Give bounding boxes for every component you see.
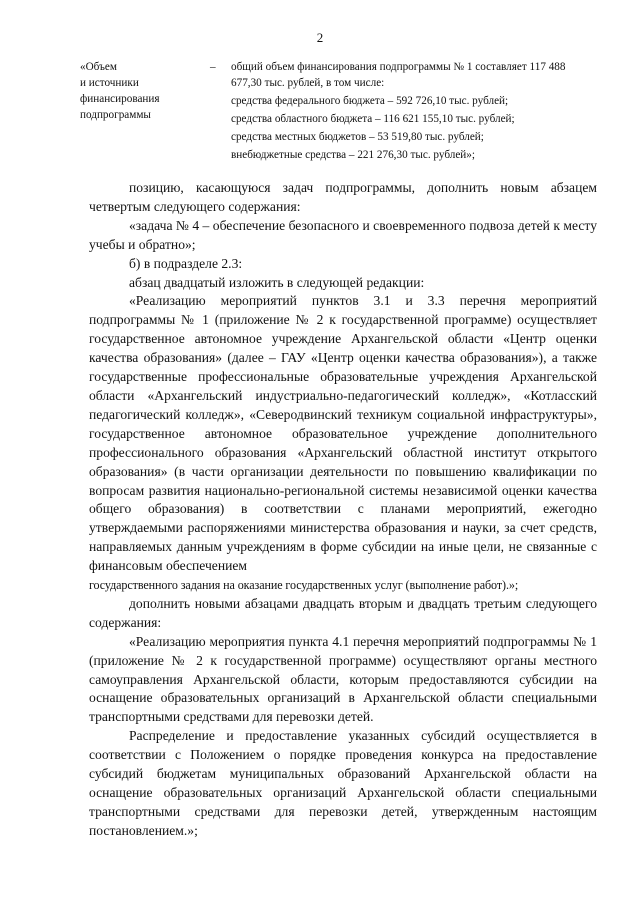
- paragraph: государственного задания на оказание государственных услуг (выполнение работ).»;: [89, 578, 519, 593]
- paragraph: Распределение и предоставление указанных субсидий осуществляется в соответствии с Положением о порядке проведения конкурса на предоставление субсидий бюджетам муниципальных образований Архангельской области на оснащение образовательных организаций Архангельской области специальными транспортными средствами для перевозки детей, утвержденным настоящим постановлением.»;: [89, 728, 597, 838]
- paragraph: позицию, касающуюся задач подпрограммы, дополнить новым абзацем четвертым следующего содержания:: [89, 180, 597, 214]
- funding-values: [231, 59, 596, 165]
- funding-label-line: и источники: [80, 77, 139, 89]
- page-number: 2: [316, 30, 324, 45]
- paragraph: «Реализацию мероприятий пунктов 3.1 и 3.3 перечня мероприятий подпрограммы № 1 (приложение № 2 к государственной программе) осуществляет государственное автономное учреждение Архангельской области «Центр оценки качества образования» (далее – ГАУ «Центр оценки качества образования»), а также государственные профессиональные образовательные учреждения Архангельской области «Архангельский индустриально-педагогический колледж», «Котласский педагогический колледж», «Северодвинский техникум социальной инфраструктуры», государственное автономное образовательное учреждение дополнительного профессионального образования «Архангельский областной институт открытого образования» (в части организации деятельности по повышению квалификации по вопросам развития национально-региональной системы независимой оценки качества общего образования) в соответствии с планами мероприятий, ежегодно утверждаемыми распоряжениями министерства образования и науки, за счет средств, направляемых данным учреждениям в форме субсидии на иные цели, не связанные с финансовым обеспечением: [89, 293, 597, 574]
- paragraph: «задача № 4 – обеспечение безопасного и своевременного подвоза детей к месту учебы и обратно»;: [89, 217, 597, 252]
- paragraph: абзац двадцатый изложить в следующей редакции:: [129, 274, 425, 290]
- funding-dash: –: [210, 61, 216, 73]
- funding-label-line: «Объем: [80, 61, 117, 73]
- funding-local: средства местных бюджетов – 53 519,80 тыс. рублей;: [231, 131, 484, 143]
- paragraph: б) в подразделе 2.3:: [129, 255, 243, 271]
- funding-label-line: финансирования: [80, 93, 160, 105]
- funding-federal: средства федерального бюджета – 592 726,10 тыс. рублей;: [231, 95, 509, 107]
- document-body: [89, 179, 597, 841]
- funding-total: общий объем финансирования подпрограммы № 1 составляет 117 488 677,30 тыс. рублей, в том числе:: [231, 61, 566, 89]
- funding-label-line: подпрограммы: [80, 109, 151, 121]
- funding-label: [75, 59, 205, 123]
- funding-regional: средства областного бюджета – 116 621 155,10 тыс. рублей;: [231, 113, 515, 125]
- paragraph: дополнить новыми абзацами двадцать вторым и двадцать третьим следующего содержания:: [89, 595, 597, 630]
- funding-extrabudget: внебюджетные средства – 221 276,30 тыс. рублей»;: [231, 149, 475, 161]
- paragraph: «Реализацию мероприятия пункта 4.1 перечня мероприятий подпрограммы № 1 (приложение № 2 к государственной программе) осуществляют органы местного самоуправления Архангельской области, которым предоставляются субсидии на оснащение образовательных организаций в Архангельской области специальными транспортными средствами для перевозки детей.: [89, 633, 597, 725]
